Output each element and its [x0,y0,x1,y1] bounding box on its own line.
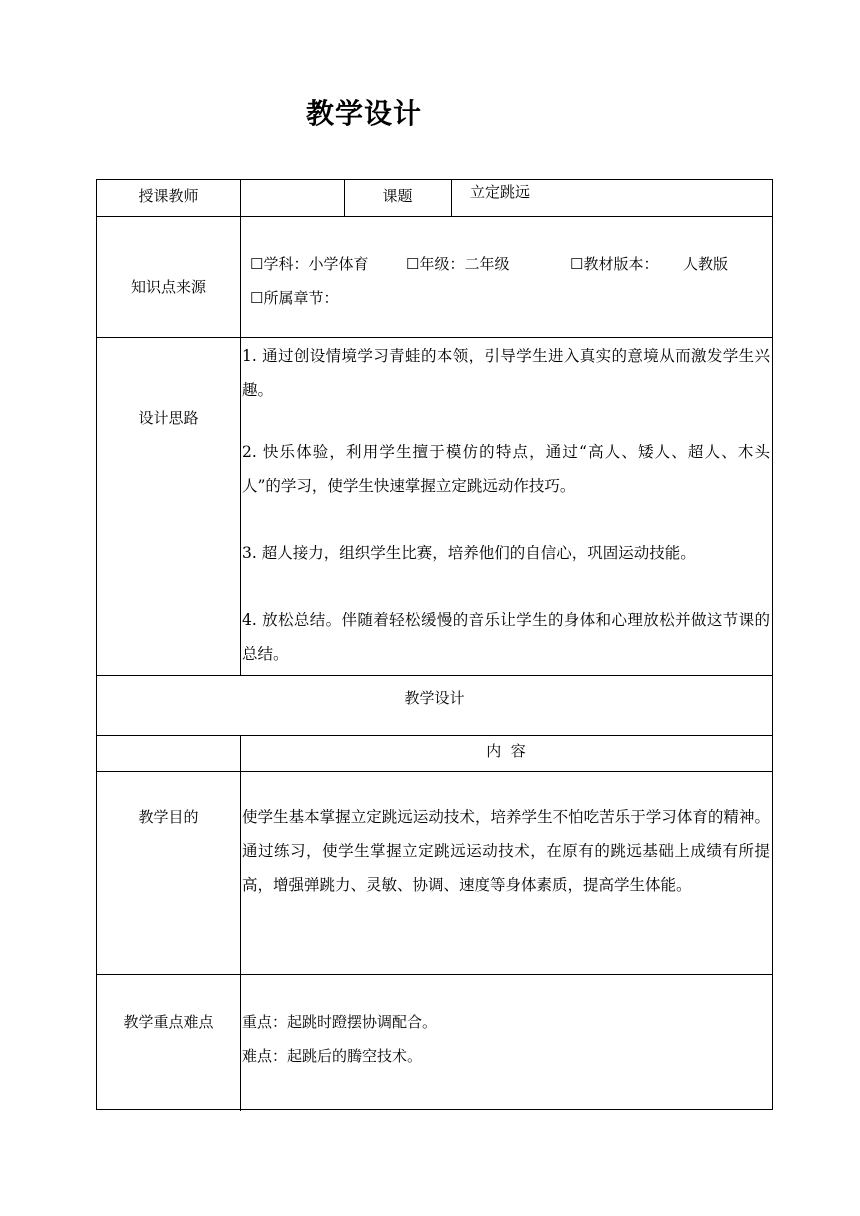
source-edition-label: ☐教材版本： [570,255,659,273]
source-chapter: ☐所属章节： [250,289,339,307]
document-title: 教学设计 [306,97,423,130]
source-subject: ☐学科：小学体育 [250,255,369,273]
row-divider [97,675,772,676]
difficult-point: 难点：起跳后的腾空技术。 [242,1047,423,1065]
objective-text: 使学生基本掌握立定跳远运动技术，培养学生不怕吃苦乐于学习体育的精神。通过练习，使学生掌握立定跳远运动技术，在原有的跳远基础上成绩有所提高，增强弹跳力、灵敏、协调、速度等身体素质，提高学生体能。 [242,808,770,894]
objective-label: 教学目的 [138,808,199,826]
design-point: 4. 放松总结。伴随着轻松缓慢的音乐让学生的身体和心理放松并做这节课的总结。 [242,611,770,663]
design-point: 1. 通过创设情境学习青蛙的本领，引导学生进入真实的意境从而激发学生兴趣。 [242,347,770,399]
column-divider [451,180,452,216]
source-edition-value: 人教版 [683,255,729,273]
topic-value: 立定跳远 [470,183,531,201]
row-divider [97,771,772,772]
design-label: 设计思路 [138,409,199,427]
column-divider [240,180,241,675]
key-point: 重点：起跳时蹬摆协调配合。 [242,1013,438,1031]
row-divider [97,216,772,217]
source-label: 知识点来源 [130,278,206,296]
teacher-label: 授课教师 [138,187,199,205]
topic-label: 课题 [382,187,413,205]
design-point: 2. 快乐体验，利用学生擅于模仿的特点，通过“高人、矮人、超人、木头人”的学习，使学生快速掌握立定跳远动作技巧。 [242,443,770,495]
lesson-plan-table [96,179,773,1110]
content-heading: 内 容 [486,742,526,760]
column-divider [240,735,241,1111]
keypoints-label: 教学重点难点 [123,1013,214,1031]
row-divider [97,735,772,736]
source-grade: ☐年级：二年级 [406,255,510,273]
section-heading: 教学设计 [404,689,465,707]
design-point: 3. 超人接力，组织学生比赛，培养他们的自信心，巩固运动技能。 [242,544,696,562]
row-divider [97,337,772,338]
row-divider [97,974,772,975]
